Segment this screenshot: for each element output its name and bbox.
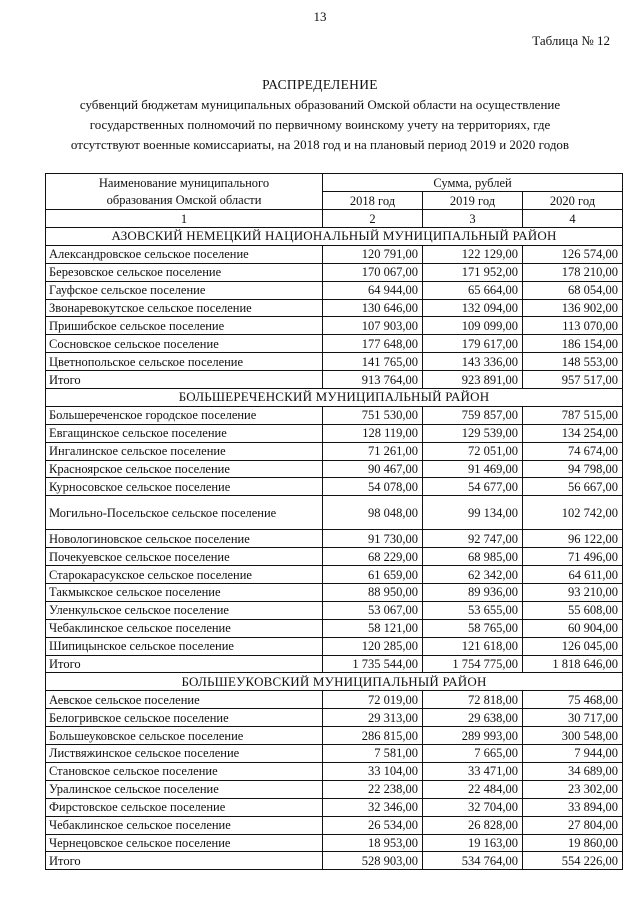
table-row — [46, 353, 623, 371]
table-row — [46, 530, 623, 548]
value-2019: 89 936,00 — [423, 584, 523, 602]
settlement-name: Большеуковское сельское поселение — [46, 727, 323, 745]
table-row — [46, 691, 623, 709]
value-2018: 120 791,00 — [323, 245, 423, 263]
settlement-name: Сосновское сельское поселение — [46, 335, 323, 353]
value-2019: 1 754 775,00 — [423, 655, 523, 673]
value-2020: 64 611,00 — [523, 566, 623, 584]
value-2020: 113 070,00 — [523, 317, 623, 335]
table-row — [46, 299, 623, 317]
name-header-line: Наименование муниципального — [98, 175, 270, 190]
value-2018: 130 646,00 — [323, 299, 423, 317]
value-2018: 68 229,00 — [323, 548, 423, 566]
table-row — [46, 281, 623, 299]
value-2018: 22 238,00 — [323, 780, 423, 798]
value-2019: 109 099,00 — [423, 317, 523, 335]
year-header: 2018 год — [323, 192, 423, 210]
value-2020: 30 717,00 — [523, 709, 623, 727]
heading-line: субвенций бюджетам муниципальных образований Омской области на осуществление — [79, 97, 561, 112]
value-2020: 34 689,00 — [523, 762, 623, 780]
column-number-row — [46, 210, 623, 228]
value-2019: 72 051,00 — [423, 442, 523, 460]
year-header: 2020 год — [523, 192, 623, 210]
value-2018: 528 903,00 — [323, 852, 423, 870]
value-2020: 33 894,00 — [523, 798, 623, 816]
value-2020: 186 154,00 — [523, 335, 623, 353]
value-2018: 7 581,00 — [323, 745, 423, 763]
settlement-name: Чернецовское сельское поселение — [46, 834, 323, 852]
value-2019: 132 094,00 — [423, 299, 523, 317]
settlement-name: Уралинское сельское поселение — [46, 780, 323, 798]
value-2018: 53 067,00 — [323, 601, 423, 619]
settlement-name: Фирстовское сельское поселение — [46, 798, 323, 816]
name-header-line: образования Омской области — [106, 192, 262, 207]
value-2020: 56 667,00 — [523, 478, 623, 496]
value-2019: 923 891,00 — [423, 371, 523, 389]
settlement-name: Новологиновское сельское поселение — [46, 530, 323, 548]
value-2020: 1 818 646,00 — [523, 655, 623, 673]
settlement-name: Евгащинское сельское поселение — [46, 424, 323, 442]
column-number: 4 — [523, 210, 623, 228]
value-2019: 91 469,00 — [423, 460, 523, 478]
value-2019: 171 952,00 — [423, 263, 523, 281]
value-2019: 92 747,00 — [423, 530, 523, 548]
heading-line: отсутствуют военные комиссариаты, на 2018 год и на плановый период 2019 и 2020 годов — [70, 137, 570, 152]
table-row — [46, 460, 623, 478]
value-2019: 22 484,00 — [423, 780, 523, 798]
value-2020: 102 742,00 — [523, 496, 623, 530]
district-name: АЗОВСКИЙ НЕМЕЦКИЙ НАЦИОНАЛЬНЫЙ МУНИЦИПАЛЬНЫЙ РАЙОН — [46, 228, 623, 246]
value-2019: 122 129,00 — [423, 245, 523, 263]
total-label: Итого — [46, 852, 323, 870]
settlement-name: Курносовское сельское поселение — [46, 478, 323, 496]
value-2018: 29 313,00 — [323, 709, 423, 727]
settlement-name: Красноярское сельское поселение — [46, 460, 323, 478]
value-2018: 120 285,00 — [323, 637, 423, 655]
value-2018: 91 730,00 — [323, 530, 423, 548]
value-2018: 1 735 544,00 — [323, 655, 423, 673]
total-row — [46, 852, 623, 870]
value-2018: 177 648,00 — [323, 335, 423, 353]
table-row — [46, 709, 623, 727]
district-name: БОЛЬШЕРЕЧЕНСКИЙ МУНИЦИПАЛЬНЫЙ РАЙОН — [46, 389, 623, 407]
value-2020: 148 553,00 — [523, 353, 623, 371]
value-2018: 98 048,00 — [323, 496, 423, 530]
settlement-name: Пришибское сельское поселение — [46, 317, 323, 335]
value-2020: 71 496,00 — [523, 548, 623, 566]
table-row — [46, 442, 623, 460]
value-2018: 90 467,00 — [323, 460, 423, 478]
column-number: 1 — [46, 210, 323, 228]
value-2020: 134 254,00 — [523, 424, 623, 442]
value-2018: 18 953,00 — [323, 834, 423, 852]
value-2018: 170 067,00 — [323, 263, 423, 281]
settlement-name: Почекуевское сельское поселение — [46, 548, 323, 566]
value-2020: 75 468,00 — [523, 691, 623, 709]
settlement-name: Большереченское городское поселение — [46, 406, 323, 424]
heading-line: государственных полномочий по первичному воинскому учету на территориях, где — [89, 117, 551, 132]
value-2018: 141 765,00 — [323, 353, 423, 371]
settlement-name: Александровское сельское поселение — [46, 245, 323, 263]
settlement-name: Цветнопольское сельское поселение — [46, 353, 323, 371]
heading-title: РАСПРЕДЕЛЕНИЕ — [262, 77, 378, 92]
value-2019: 179 617,00 — [423, 335, 523, 353]
value-2020: 178 210,00 — [523, 263, 623, 281]
distribution-table — [45, 173, 623, 870]
table-row — [46, 834, 623, 852]
year-header: 2019 год — [423, 192, 523, 210]
value-2019: 759 857,00 — [423, 406, 523, 424]
sum-column-header: Сумма, рублей — [323, 174, 623, 192]
settlement-name: Звонаревокутское сельское поселение — [46, 299, 323, 317]
settlement-name: Чебаклинское сельское поселение — [46, 816, 323, 834]
table-row — [46, 496, 623, 530]
table-row — [46, 816, 623, 834]
value-2019: 534 764,00 — [423, 852, 523, 870]
district-row — [46, 228, 623, 246]
table-row — [46, 762, 623, 780]
table-row — [46, 619, 623, 637]
district-name: БОЛЬШЕУКОВСКИЙ МУНИЦИПАЛЬНЫЙ РАЙОН — [46, 673, 623, 691]
value-2019: 26 828,00 — [423, 816, 523, 834]
table-row — [46, 335, 623, 353]
column-number: 3 — [423, 210, 523, 228]
table-row — [46, 406, 623, 424]
value-2020: 787 515,00 — [523, 406, 623, 424]
value-2019: 19 163,00 — [423, 834, 523, 852]
value-2019: 53 655,00 — [423, 601, 523, 619]
table-row — [46, 798, 623, 816]
value-2018: 88 950,00 — [323, 584, 423, 602]
table-row — [46, 263, 623, 281]
table-row — [46, 317, 623, 335]
table-number: Таблица № 12 — [532, 33, 610, 48]
table-row — [46, 584, 623, 602]
district-row — [46, 673, 623, 691]
value-2020: 7 944,00 — [523, 745, 623, 763]
value-2020: 19 860,00 — [523, 834, 623, 852]
settlement-name: Ингалинское сельское поселение — [46, 442, 323, 460]
value-2018: 33 104,00 — [323, 762, 423, 780]
settlement-name: Чебаклинское сельское поселение — [46, 619, 323, 637]
name-column-header — [46, 174, 323, 210]
table-row — [46, 637, 623, 655]
value-2019: 65 664,00 — [423, 281, 523, 299]
total-label: Итого — [46, 655, 323, 673]
value-2019: 58 765,00 — [423, 619, 523, 637]
settlement-name: Шипицынское сельское поселение — [46, 637, 323, 655]
value-2020: 300 548,00 — [523, 727, 623, 745]
settlement-name: Аевское сельское поселение — [46, 691, 323, 709]
value-2019: 99 134,00 — [423, 496, 523, 530]
settlement-name: Уленкульское сельское поселение — [46, 601, 323, 619]
value-2019: 7 665,00 — [423, 745, 523, 763]
value-2019: 129 539,00 — [423, 424, 523, 442]
district-row — [46, 389, 623, 407]
header-row — [46, 174, 623, 192]
table-row — [46, 424, 623, 442]
table-row — [46, 727, 623, 745]
value-2018: 72 019,00 — [323, 691, 423, 709]
total-row — [46, 655, 623, 673]
table-row — [46, 478, 623, 496]
settlement-name: Листвяжинское сельское поселение — [46, 745, 323, 763]
value-2018: 26 534,00 — [323, 816, 423, 834]
settlement-name: Белогривское сельское поселение — [46, 709, 323, 727]
column-number: 2 — [323, 210, 423, 228]
value-2019: 68 985,00 — [423, 548, 523, 566]
value-2020: 55 608,00 — [523, 601, 623, 619]
document-heading — [30, 75, 610, 155]
value-2018: 286 815,00 — [323, 727, 423, 745]
table-body — [46, 228, 623, 870]
value-2018: 61 659,00 — [323, 566, 423, 584]
settlement-name: Становское сельское поселение — [46, 762, 323, 780]
value-2020: 23 302,00 — [523, 780, 623, 798]
value-2020: 554 226,00 — [523, 852, 623, 870]
total-row — [46, 371, 623, 389]
value-2020: 60 904,00 — [523, 619, 623, 637]
settlement-name: Березовское сельское поселение — [46, 263, 323, 281]
value-2018: 54 078,00 — [323, 478, 423, 496]
value-2020: 93 210,00 — [523, 584, 623, 602]
value-2019: 54 677,00 — [423, 478, 523, 496]
page-number: 13 — [313, 9, 327, 24]
settlement-name: Могильно-Посельское сельское поселение — [46, 496, 323, 530]
settlement-name: Такмыкское сельское поселение — [46, 584, 323, 602]
value-2018: 64 944,00 — [323, 281, 423, 299]
value-2020: 126 574,00 — [523, 245, 623, 263]
table-row — [46, 780, 623, 798]
value-2020: 94 798,00 — [523, 460, 623, 478]
value-2018: 32 346,00 — [323, 798, 423, 816]
value-2019: 121 618,00 — [423, 637, 523, 655]
value-2018: 107 903,00 — [323, 317, 423, 335]
value-2019: 289 993,00 — [423, 727, 523, 745]
value-2019: 62 342,00 — [423, 566, 523, 584]
value-2020: 126 045,00 — [523, 637, 623, 655]
value-2018: 913 764,00 — [323, 371, 423, 389]
value-2018: 58 121,00 — [323, 619, 423, 637]
table-row — [46, 745, 623, 763]
value-2020: 27 804,00 — [523, 816, 623, 834]
total-label: Итого — [46, 371, 323, 389]
settlement-name: Гауфское сельское поселение — [46, 281, 323, 299]
value-2020: 74 674,00 — [523, 442, 623, 460]
table-row — [46, 566, 623, 584]
value-2019: 32 704,00 — [423, 798, 523, 816]
value-2018: 128 119,00 — [323, 424, 423, 442]
settlement-name: Старокарасукское сельское поселение — [46, 566, 323, 584]
value-2018: 751 530,00 — [323, 406, 423, 424]
table-row — [46, 601, 623, 619]
value-2020: 68 054,00 — [523, 281, 623, 299]
value-2019: 33 471,00 — [423, 762, 523, 780]
value-2020: 957 517,00 — [523, 371, 623, 389]
value-2020: 96 122,00 — [523, 530, 623, 548]
table-row — [46, 245, 623, 263]
value-2019: 72 818,00 — [423, 691, 523, 709]
value-2018: 71 261,00 — [323, 442, 423, 460]
table-row — [46, 548, 623, 566]
value-2019: 29 638,00 — [423, 709, 523, 727]
value-2020: 136 902,00 — [523, 299, 623, 317]
value-2019: 143 336,00 — [423, 353, 523, 371]
